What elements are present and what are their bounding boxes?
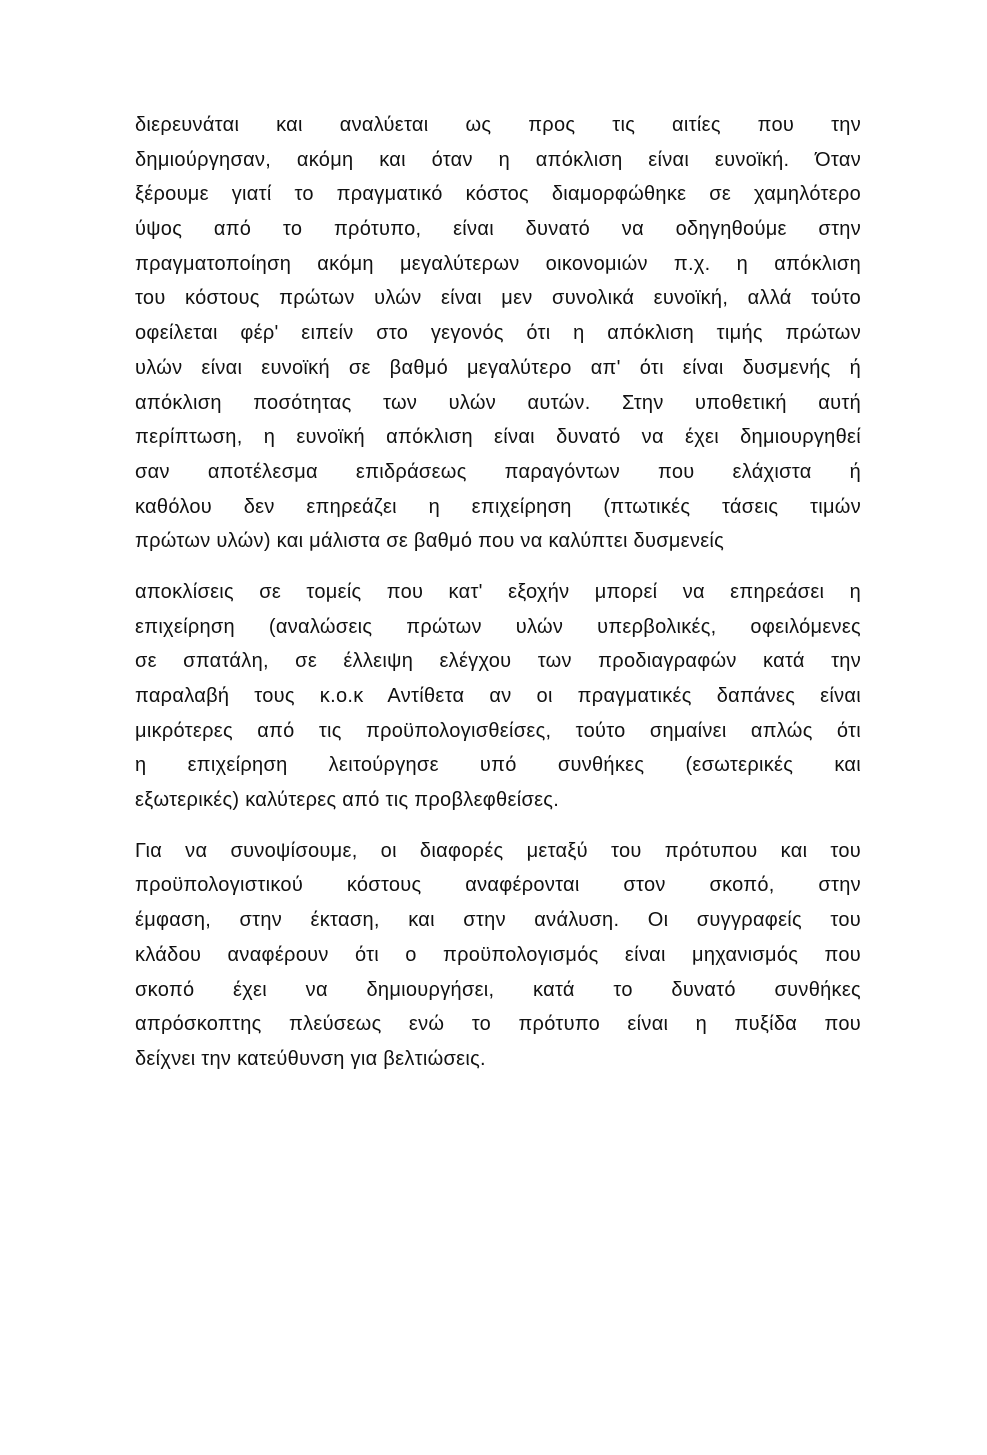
text-line: περίπτωση, η ευνοϊκή απόκλιση είναι δυνατό να έχει δημιουργηθεί bbox=[135, 426, 861, 449]
text-line: σκοπό έχει να δημιουργήσει, κατά το δυνατό συνθήκες bbox=[135, 978, 861, 1001]
text-line: η επιχείρηση λειτούργησε υπό συνθήκες (εσωτερικές και bbox=[135, 754, 861, 777]
text-line: κλάδου αναφέρουν ότι ο προϋπολογισμός είναι μηχανισμός που bbox=[135, 943, 861, 966]
text-line: μικρότερες από τις προϋπολογισθείσες, τούτο σημαίνει απλώς ότι bbox=[135, 719, 861, 742]
text-line: οφείλεται φέρ' ειπείν στο γεγονός ότι η απόκλιση τιμής πρώτων bbox=[135, 322, 861, 345]
text-line: σαν αποτέλεσμα επιδράσεως παραγόντων που ελάχιστα ή bbox=[135, 460, 861, 483]
paragraph-2 bbox=[135, 575, 861, 818]
text-line: παραλαβή τους κ.ο.κ Αντίθετα αν οι πραγματικές δαπάνες είναι bbox=[135, 685, 861, 707]
text-line: έμφαση, στην έκταση, και στην ανάλυση. Οι συγγραφείς του bbox=[135, 909, 861, 932]
text-line: προϋπολογιστικού κόστους αναφέρονται στον σκοπό, στην bbox=[135, 874, 861, 897]
text-line: επιχείρηση (αναλώσεις πρώτων υλών υπερβολικές, οφειλόμενες bbox=[135, 615, 861, 638]
text-line: ξέρουμε γιατί το πραγματικό κόστος διαμορφώθηκε σε χαμηλότερο bbox=[135, 183, 861, 206]
paragraph-1 bbox=[135, 108, 861, 559]
text-line: του κόστους πρώτων υλών είναι μεν συνολικά ευνοϊκή, αλλά τούτο bbox=[135, 287, 861, 310]
paragraph-3 bbox=[135, 834, 861, 1077]
text-line: δείχνει την κατεύθυνση για βελτιώσεις. bbox=[135, 1047, 486, 1070]
text-line: υλών είναι ευνοϊκή σε βαθμό μεγαλύτερο απ' ότι είναι δυσμενής ή bbox=[135, 356, 861, 379]
document-page bbox=[135, 108, 861, 1077]
text-line: διερευνάται και αναλύεται ως προς τις αιτίες που την bbox=[135, 114, 861, 136]
text-line: Για να συνοψίσουμε, οι διαφορές μεταξύ του πρότυπου και του bbox=[135, 839, 861, 862]
text-line: απρόσκοπτης πλεύσεως ενώ το πρότυπο είναι η πυξίδα που bbox=[135, 1013, 861, 1036]
text-line: απόκλιση ποσότητας των υλών αυτών. Στην υποθετική αυτή bbox=[135, 391, 861, 414]
text-line: σε σπατάλη, σε έλλειψη ελέγχου των προδιαγραφών κατά την bbox=[135, 650, 861, 673]
text-line: καθόλου δεν επηρεάζει η επιχείρηση (πτωτικές τάσεις τιμών bbox=[135, 495, 861, 518]
text-line: αποκλίσεις σε τομείς που κατ' εξοχήν μπορεί να επηρεάσει η bbox=[135, 580, 861, 603]
text-line: εξωτερικές) καλύτερες από τις προβλεφθείσες. bbox=[135, 789, 560, 812]
text-line: πρώτων υλών) και μάλιστα σε βαθμό που να καλύπτει δυσμενείς bbox=[135, 530, 725, 553]
text-line: δημιούργησαν, ακόμη και όταν η απόκλιση είναι ευνοϊκή. Όταν bbox=[135, 148, 861, 171]
text-line: ύψος από το πρότυπο, είναι δυνατό να οδηγηθούμε στην bbox=[135, 218, 861, 241]
text-line: πραγματοποίηση ακόμη μεγαλύτερων οικονομιών π.χ. η απόκλιση bbox=[135, 252, 861, 275]
